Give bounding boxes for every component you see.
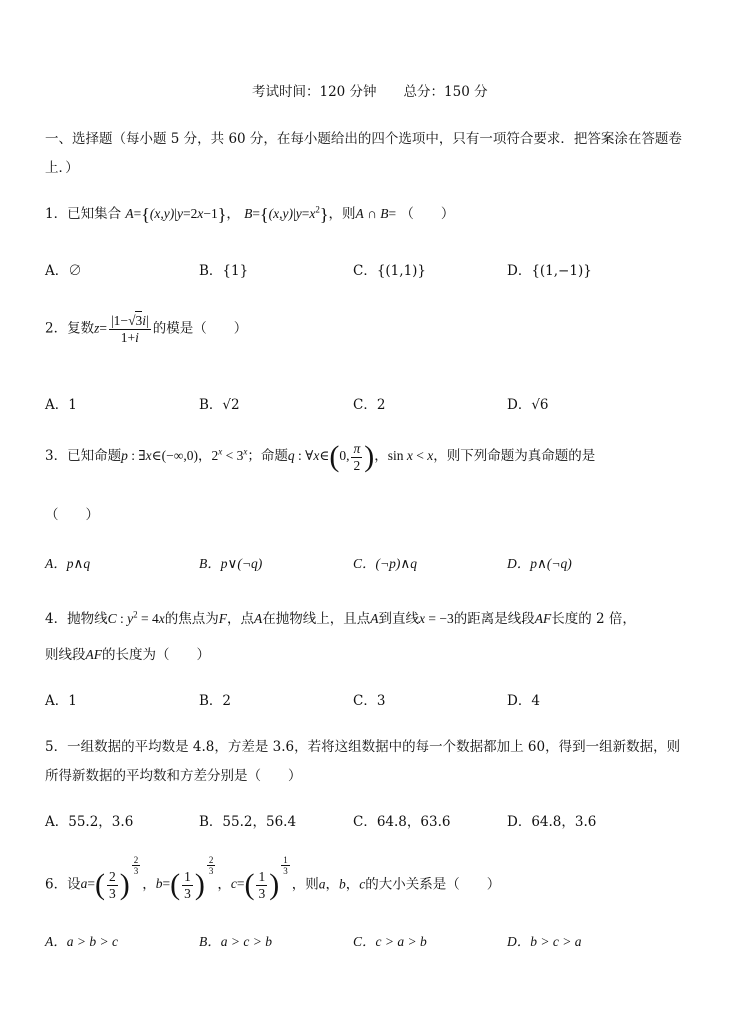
q3-option-d: D．p∧(¬q): [507, 556, 572, 571]
q5-option-b: B．55.2，56.4: [199, 814, 297, 830]
q5-option-a: A．55.2，3.6: [45, 814, 134, 830]
q4-segment: AF: [534, 611, 552, 626]
q4-text-4: 在抛物线上，且点: [262, 611, 371, 627]
q2-option-a: A．1: [45, 397, 77, 413]
q4-text-5: 到直线: [378, 611, 419, 627]
q4-focus: F: [218, 611, 227, 626]
question-5-line1: 5．一组数据的平均数是 4.8，方差是 3.6，若将这组数据中的每一个数据都加上 60，得到一组新数据，则: [45, 739, 681, 755]
q6-number: 6．: [45, 876, 68, 893]
q1-lead: 已知集合: [67, 206, 122, 222]
q6-option-c: C．c > a > b: [353, 934, 427, 949]
question-4: [45, 607, 636, 627]
q6-option-b: B．a > c > b: [199, 934, 272, 949]
q4-text-9: 的长度为（ ）: [102, 647, 210, 663]
q4-text-2: 的焦点为: [164, 611, 219, 627]
q4-number: 4．: [45, 611, 68, 627]
q4-option-b: B．2: [199, 693, 232, 709]
question-3: [45, 441, 595, 473]
q2-option-b: B．√2: [199, 397, 240, 413]
q6-option-a: A．a > b > c: [45, 934, 118, 949]
q1-tail: ，则: [328, 206, 356, 222]
q4-text-7: 长度的 2 倍，: [551, 611, 636, 627]
q2-lead: 复数: [67, 320, 95, 337]
q3-option-b: B．p∨(¬q): [199, 556, 263, 571]
q4-option-d: D．4: [507, 693, 540, 709]
q2-option-d: D．√6: [507, 397, 549, 413]
q3-prop-p: p : ∃x∈(−∞,0)，$2^x < 3^x$: [121, 446, 248, 464]
question-4-line2: [45, 643, 210, 663]
q5-option-c: C．64.8，63.6: [353, 814, 451, 830]
q4-option-c: C．3: [353, 693, 386, 709]
q2-number: 2．: [45, 320, 68, 337]
q3-tail: ，则下列命题为真命题的是: [433, 448, 596, 465]
q6-c: c=( $\frac{1}{3}$ ) $^{\frac{1}{3}}$: [230, 855, 288, 902]
section-heading-line2: 上．）: [45, 160, 79, 176]
q6-tail2: 的大小关系是（ ）: [365, 876, 501, 893]
q6-option-d: D．b > c > a: [507, 934, 582, 949]
q3-prop-q: q : ∀x∈(0, $\frac{\pi}{2}$ )，sin x < x: [287, 440, 434, 474]
q6-tail: ，则: [291, 876, 319, 893]
q3-option-c: C．(¬p)∧q: [353, 556, 417, 571]
question-2: [45, 313, 247, 345]
q4-text-1: 抛物线: [67, 611, 108, 627]
q4-text-3: ，点: [227, 611, 254, 627]
exam-info: 考试时间：120 分钟 总分：150 分: [252, 84, 488, 100]
question-5-line2: 所得新数据的平均数和方差分别是（ ）: [45, 768, 302, 784]
q2-fraction: $\frac{|1-√3i|}{1+i}$: [110, 313, 149, 345]
section-heading-line1: 一、选择题（每小题 5 分，共 60 分，在每小题给出的四个选项中，只有一项符合要求．把答案涂在答题卷: [45, 131, 682, 147]
q4-text-8: 则线段: [45, 647, 86, 663]
q3-mid: ；命题: [247, 448, 288, 465]
q4-text-6: 的距离是线段: [453, 611, 535, 627]
q2-option-c: C．2: [353, 397, 386, 413]
q6-b: b=( $\frac{1}{3}$ ) $^{\frac{2}{3}}$: [155, 855, 214, 902]
q4-point-a2: A: [370, 611, 379, 626]
q4-segment2: AF: [85, 647, 102, 662]
q4-point-a: A: [254, 611, 263, 626]
q3-number: 3．: [45, 448, 68, 465]
q4-option-a: A．1: [45, 693, 77, 709]
q2-tail: 的模是（ ）: [152, 320, 248, 337]
q1-set-a: A={(x,y)|y=2x−1}: [125, 204, 227, 225]
q1-set-b: $B=\{(x,y)|y=x^2\}$: [244, 204, 329, 225]
q1-option-b: B．{1}: [199, 263, 249, 279]
q4-parabola: C : $y^2 = 4x$: [107, 609, 165, 626]
q2-expr: z=: [94, 320, 107, 336]
q3-option-a: A．p∧q: [45, 556, 91, 571]
q1-option-d: D．{(1,−1)}: [507, 263, 592, 279]
q1-number: 1．: [45, 206, 68, 222]
question-6: 6．设a=( $\frac{2}{3}$ ) $^{\frac{2}{3}}$ ，b=( $\frac{1}{3}$ ) $^{\frac{2}{3}}$ ，c=( $\frac{1}{3}$ ) $^{\frac{1}{3}}$ ，则a，b，c的大小关系是（ ）: [45, 855, 501, 902]
q6-lead: 设: [67, 876, 81, 893]
q5-option-d: D．64.8，3.6: [507, 814, 597, 830]
q1-option-c: C．{(1,1)}: [353, 263, 427, 279]
q1-blank: （ ）: [400, 206, 455, 222]
q6-a: a=( $\frac{2}{3}$ ) $^{\frac{2}{3}}$: [80, 855, 139, 902]
q1-option-a: A．∅: [45, 263, 82, 279]
q6-vars: a，b，c: [318, 876, 366, 892]
q4-line: x = −3: [419, 611, 454, 626]
q1-expr: A ∩ B=: [355, 206, 397, 221]
q3-lead: 已知命题: [67, 448, 122, 465]
q3-blank: （ ）: [45, 507, 99, 523]
question-1: 1．已知集合 A={(x,y)|y=2x−1}， $B=\{(x,y)|y=x^2\}$，则A ∩ B= （ ）: [45, 204, 455, 225]
